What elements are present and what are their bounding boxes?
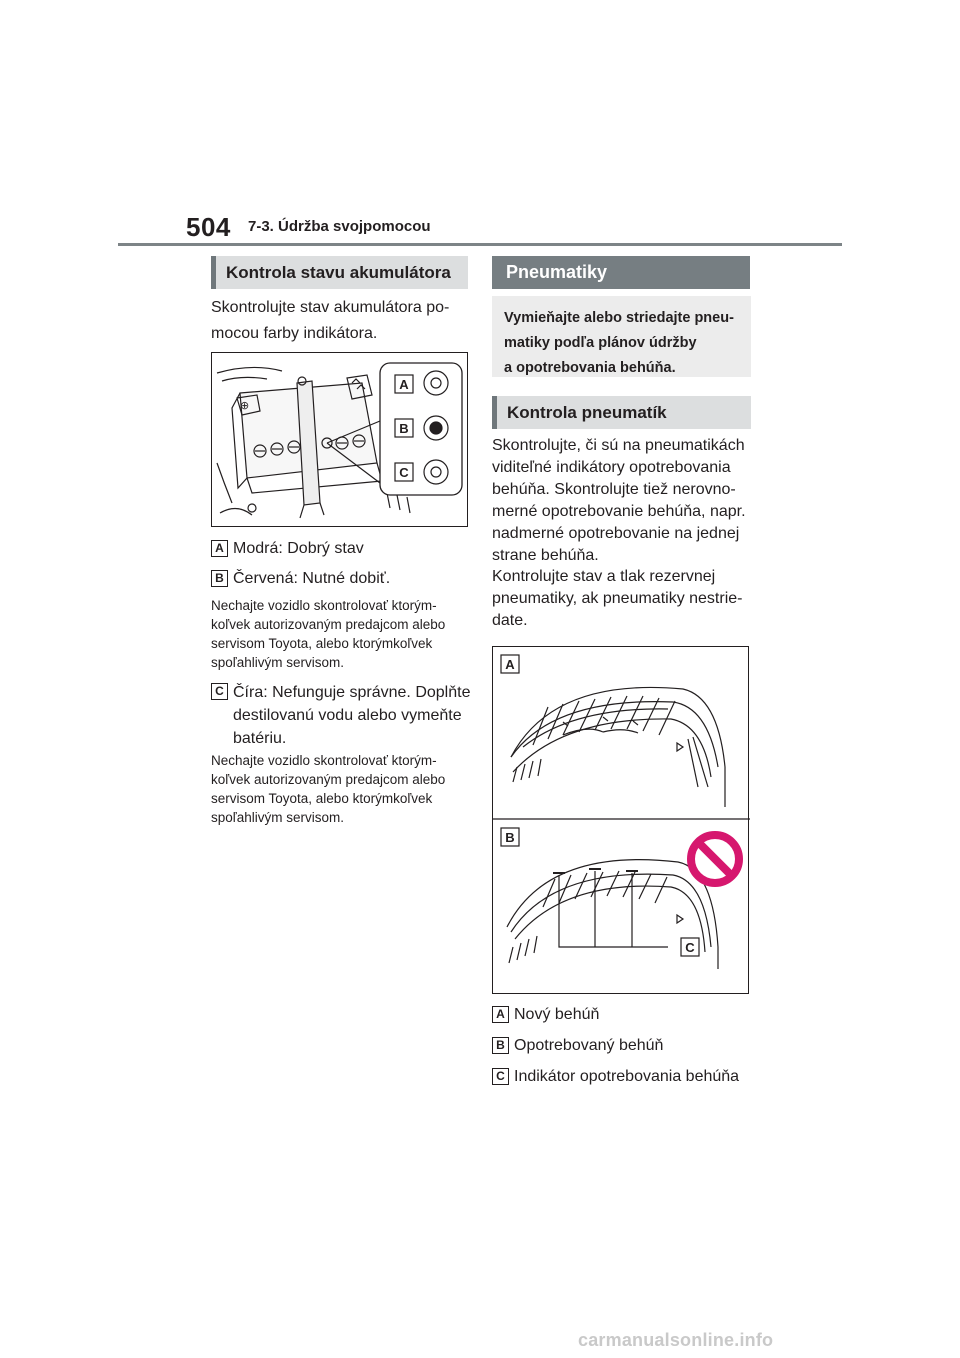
body-line: nadmerné opotrebovanie na jednej xyxy=(492,524,740,542)
body-line: behúňa. Skontrolujte tiež nerovno- xyxy=(492,480,736,498)
battery-fig-label-c: C xyxy=(399,465,409,480)
battery-note-2 xyxy=(211,751,473,827)
tire-item-a xyxy=(492,1004,752,1026)
note-line: koľvek autorizovaným predajcom alebo xyxy=(211,617,446,632)
tire-item-c xyxy=(492,1066,752,1088)
battery-item-text: Modrá: Dobrý stav xyxy=(233,540,364,557)
body-line: strane behúňa. xyxy=(492,546,599,564)
label-square-a: A xyxy=(492,1006,509,1023)
tires-summary xyxy=(492,296,751,377)
note-line: Nechajte vozidlo skontrolovať ktorým- xyxy=(211,753,437,768)
label-square-a: A xyxy=(211,540,228,557)
tire-item-b xyxy=(492,1035,752,1057)
battery-intro-line: mocou farby indikátora. xyxy=(211,325,378,342)
battery-fig-label-a: A xyxy=(399,377,409,392)
note-line: koľvek autorizovaným predajcom alebo xyxy=(211,772,446,787)
section-title: 7-3. Údržba svojpomocou xyxy=(248,218,431,235)
label-square-b: B xyxy=(211,570,228,587)
battery-fig-label-b: B xyxy=(399,421,409,436)
note-line: servisom Toyota, alebo ktorýmkoľvek xyxy=(211,636,433,651)
battery-heading xyxy=(211,256,468,289)
label-square-c: C xyxy=(492,1068,509,1085)
body-line: merné opotrebovanie behúňa, napr. xyxy=(492,502,746,520)
battery-item-line: Číra: Nefunguje správne. Doplňte xyxy=(233,684,471,701)
battery-item-c xyxy=(211,681,473,750)
prohibit-icon xyxy=(691,835,739,883)
svg-text:⊕: ⊕ xyxy=(240,399,250,412)
tires-heading-text: Pneumatiky xyxy=(506,262,608,282)
body-line: date. xyxy=(492,612,528,630)
summary-line: a opotrebovania behúňa. xyxy=(504,360,676,376)
body-line: viditeľné indikátory opotrebovania xyxy=(492,458,731,476)
tires-heading xyxy=(492,256,750,289)
battery-item-text xyxy=(233,681,470,750)
header-rule xyxy=(118,243,842,246)
tire-fig-label-c: C xyxy=(685,940,695,955)
tire-check-heading-text: Kontrola pneumatík xyxy=(507,402,667,422)
note-line: Nechajte vozidlo skontrolovať ktorým- xyxy=(211,598,437,613)
battery-item-a xyxy=(211,538,471,560)
battery-intro-line: Skontrolujte stav akumulátora po- xyxy=(211,299,450,316)
note-line: spoľahlivým servisom. xyxy=(211,655,344,670)
body-line: Kontrolujte stav a tlak rezervnej xyxy=(492,568,716,586)
battery-figure xyxy=(211,352,468,527)
body-line: Skontrolujte, či sú na pneumatikách xyxy=(492,437,745,454)
tire-check-body xyxy=(492,435,754,632)
battery-illustration xyxy=(212,353,469,528)
tire-fig-label-b: B xyxy=(505,830,515,845)
battery-heading-text: Kontrola stavu akumulátora xyxy=(226,262,451,282)
battery-note-1 xyxy=(211,596,473,672)
tire-figure xyxy=(492,646,749,994)
tire-item-text: Nový behúň xyxy=(514,1006,600,1023)
page-number: 504 xyxy=(186,212,231,242)
note-line: spoľahlivým servisom. xyxy=(211,810,344,825)
tire-illustration xyxy=(493,647,750,995)
tire-check-heading xyxy=(492,396,751,429)
tire-fig-label-a: A xyxy=(505,657,515,672)
battery-item-line: batériu. xyxy=(233,730,287,747)
body-line: pneumatiky, ak pneumatiky nestrie- xyxy=(492,590,743,608)
note-line: servisom Toyota, alebo ktorýmkoľvek xyxy=(211,791,433,806)
battery-item-text: Červená: Nutné dobiť. xyxy=(233,570,391,587)
tire-item-text: Indikátor opotrebovania behúňa xyxy=(514,1068,740,1085)
summary-line: Vymieňajte alebo striedajte pneu- xyxy=(504,310,734,326)
battery-item-line: destilovanú vodu alebo vymeňte xyxy=(233,707,462,724)
label-square-c: C xyxy=(211,683,228,700)
tire-item-text: Opotrebovaný behúň xyxy=(514,1037,664,1054)
battery-intro xyxy=(211,297,471,345)
summary-line: matiky podľa plánov údržby xyxy=(504,335,697,351)
battery-item-b xyxy=(211,568,471,590)
label-square-b: B xyxy=(492,1037,509,1054)
watermark: carmanualsonline.info xyxy=(578,1330,774,1350)
